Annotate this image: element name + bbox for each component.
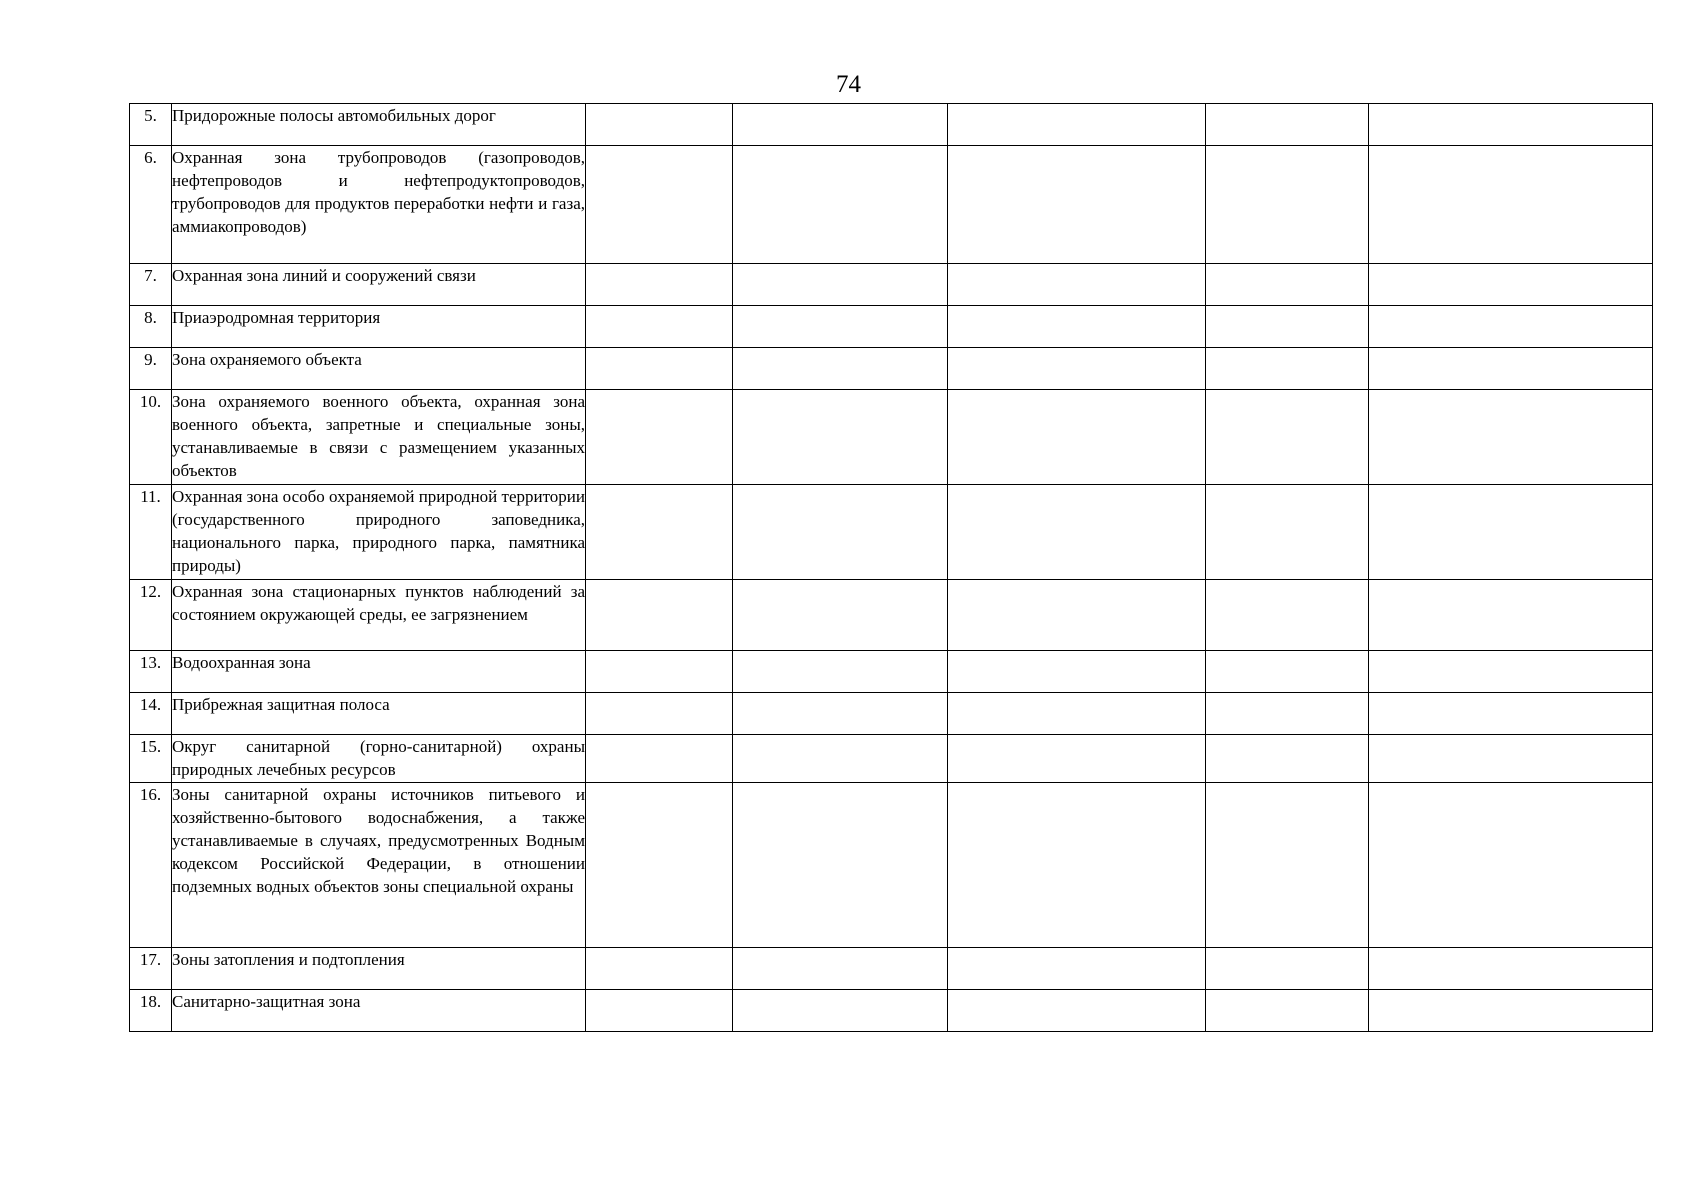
empty-cell — [948, 948, 1206, 990]
empty-cell — [586, 146, 733, 264]
table-row — [130, 485, 1653, 580]
empty-cell — [948, 306, 1206, 348]
row-number: 11. — [130, 485, 172, 580]
empty-cell — [586, 390, 733, 485]
row-number: 14. — [130, 693, 172, 735]
empty-cell — [1206, 783, 1369, 948]
zone-name: Санитарно-защитная зона — [172, 990, 586, 1032]
empty-cell — [586, 348, 733, 390]
table-row — [130, 651, 1653, 693]
empty-cell — [1206, 651, 1369, 693]
table-row — [130, 104, 1653, 146]
table-row — [130, 146, 1653, 264]
empty-cell — [586, 948, 733, 990]
empty-cell — [948, 485, 1206, 580]
zone-name: Зона охраняемого военного объекта, охранная зона военного объекта, запретные и специальные зоны, устанавливаемые в связи с размещением указанных объектов — [172, 390, 586, 485]
empty-cell — [733, 104, 948, 146]
empty-cell — [586, 990, 733, 1032]
row-number: 12. — [130, 580, 172, 651]
empty-cell — [948, 651, 1206, 693]
empty-cell — [948, 580, 1206, 651]
empty-cell — [948, 104, 1206, 146]
empty-cell — [733, 264, 948, 306]
empty-cell — [1206, 306, 1369, 348]
empty-cell — [1369, 580, 1653, 651]
row-number: 16. — [130, 783, 172, 948]
empty-cell — [948, 264, 1206, 306]
row-number: 18. — [130, 990, 172, 1032]
empty-cell — [733, 306, 948, 348]
empty-cell — [733, 485, 948, 580]
table-row — [130, 693, 1653, 735]
empty-cell — [1369, 693, 1653, 735]
table-row — [130, 783, 1653, 948]
zones-table — [129, 103, 1653, 1032]
empty-cell — [733, 651, 948, 693]
zone-name: Водоохранная зона — [172, 651, 586, 693]
empty-cell — [586, 783, 733, 948]
empty-cell — [1206, 693, 1369, 735]
table-row — [130, 735, 1653, 783]
empty-cell — [1206, 104, 1369, 146]
empty-cell — [586, 580, 733, 651]
empty-cell — [1369, 390, 1653, 485]
empty-cell — [733, 146, 948, 264]
row-number: 6. — [130, 146, 172, 264]
empty-cell — [948, 390, 1206, 485]
empty-cell — [586, 651, 733, 693]
empty-cell — [733, 580, 948, 651]
empty-cell — [1206, 735, 1369, 783]
zone-name: Прибрежная защитная полоса — [172, 693, 586, 735]
empty-cell — [1206, 264, 1369, 306]
empty-cell — [948, 783, 1206, 948]
zone-name: Охранная зона трубопроводов (газопроводов, нефтепроводов и нефтепродуктопроводов, трубопроводов для продуктов переработки нефти и газа, аммиакопроводов) — [172, 146, 586, 264]
empty-cell — [1369, 990, 1653, 1032]
empty-cell — [1206, 348, 1369, 390]
empty-cell — [733, 348, 948, 390]
zone-name: Охранная зона особо охраняемой природной территории (государственного природного заповедника, национального парка, природного парка, памятника природы) — [172, 485, 586, 580]
empty-cell — [1369, 735, 1653, 783]
empty-cell — [1206, 580, 1369, 651]
table-row — [130, 264, 1653, 306]
empty-cell — [586, 104, 733, 146]
row-number: 8. — [130, 306, 172, 348]
table-row — [130, 306, 1653, 348]
empty-cell — [733, 390, 948, 485]
empty-cell — [948, 146, 1206, 264]
table-row — [130, 990, 1653, 1032]
row-number: 15. — [130, 735, 172, 783]
row-number: 13. — [130, 651, 172, 693]
empty-cell — [1369, 264, 1653, 306]
table-row — [130, 948, 1653, 990]
zone-name: Зона охраняемого объекта — [172, 348, 586, 390]
empty-cell — [1369, 485, 1653, 580]
empty-cell — [733, 735, 948, 783]
empty-cell — [1369, 146, 1653, 264]
empty-cell — [1369, 783, 1653, 948]
zone-name: Охранная зона стационарных пунктов наблюдений за состоянием окружающей среды, ее загрязнением — [172, 580, 586, 651]
table-row — [130, 348, 1653, 390]
empty-cell — [733, 783, 948, 948]
empty-cell — [1206, 990, 1369, 1032]
empty-cell — [586, 693, 733, 735]
row-number: 17. — [130, 948, 172, 990]
zone-name: Зоны затопления и подтопления — [172, 948, 586, 990]
empty-cell — [1206, 390, 1369, 485]
empty-cell — [1206, 948, 1369, 990]
row-number: 10. — [130, 390, 172, 485]
empty-cell — [1206, 146, 1369, 264]
empty-cell — [1369, 104, 1653, 146]
empty-cell — [948, 348, 1206, 390]
empty-cell — [948, 693, 1206, 735]
page-number: 74 — [836, 71, 861, 98]
empty-cell — [586, 264, 733, 306]
empty-cell — [1206, 485, 1369, 580]
empty-cell — [586, 735, 733, 783]
empty-cell — [586, 485, 733, 580]
table-row — [130, 390, 1653, 485]
empty-cell — [1369, 306, 1653, 348]
empty-cell — [586, 306, 733, 348]
zone-name: Округ санитарной (горно-санитарной) охраны природных лечебных ресурсов — [172, 735, 586, 783]
empty-cell — [1369, 651, 1653, 693]
row-number: 7. — [130, 264, 172, 306]
empty-cell — [948, 990, 1206, 1032]
empty-cell — [1369, 348, 1653, 390]
zone-name: Зоны санитарной охраны источников питьевого и хозяйственно-бытового водоснабжения, а также устанавливаемые в случаях, предусмотренных Водным кодексом Российской Федерации, в отношении подземных водных объектов зоны специальной охраны — [172, 783, 586, 948]
empty-cell — [733, 990, 948, 1032]
empty-cell — [733, 693, 948, 735]
zone-name: Охранная зона линий и сооружений связи — [172, 264, 586, 306]
zone-name: Придорожные полосы автомобильных дорог — [172, 104, 586, 146]
table-row — [130, 580, 1653, 651]
row-number: 5. — [130, 104, 172, 146]
empty-cell — [1369, 948, 1653, 990]
row-number: 9. — [130, 348, 172, 390]
empty-cell — [733, 948, 948, 990]
empty-cell — [948, 735, 1206, 783]
zone-name: Приаэродромная территория — [172, 306, 586, 348]
